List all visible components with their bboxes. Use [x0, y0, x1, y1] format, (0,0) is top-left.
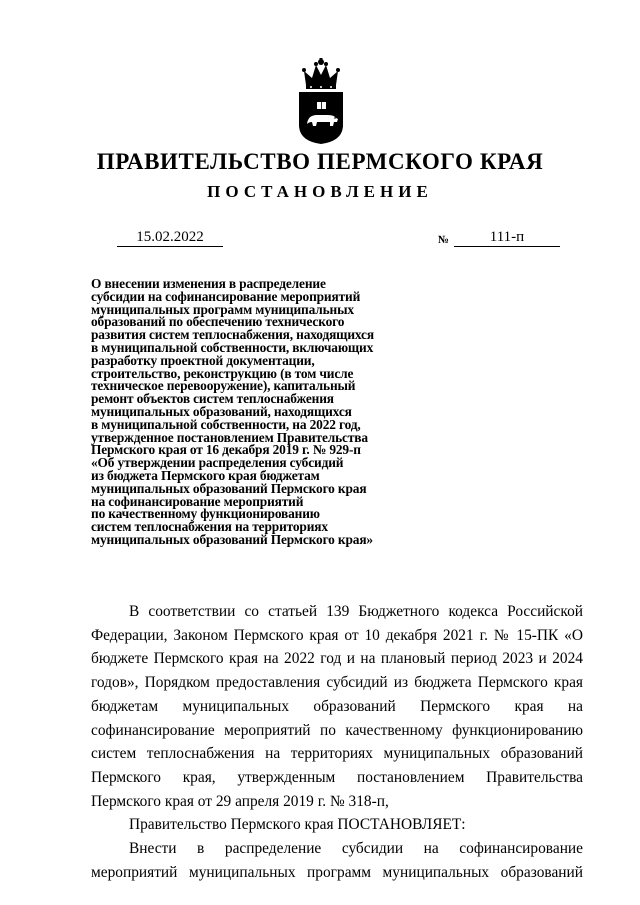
subject-line: Пермского края от 16 декабря 2019 г. № 929-п — [91, 442, 361, 458]
subject-line: «Об утверждении распределения субсидий — [91, 455, 344, 471]
subject-line: муниципальных образований Пермского края» — [91, 531, 373, 547]
subject-line: на софинансирование мероприятий — [91, 493, 304, 509]
subject-line: техническое перевооружение), капитальный — [91, 378, 356, 394]
subject-line: из бюджета Пермского края бюджетам — [91, 467, 320, 483]
subject-line: О внесении изменения в распределение — [91, 276, 326, 291]
number-sign: № — [438, 234, 450, 246]
subject-line: муниципальных образований Пермского края — [91, 480, 367, 496]
document-type: ПОСТАНОВЛЕНИЕ — [207, 182, 433, 201]
document-number: 111-п — [454, 228, 560, 247]
subject-line: развития систем теплоснабжения, находящихся — [91, 327, 374, 343]
subject-line: муниципальных образований, находящихся — [91, 403, 352, 419]
document-body — [91, 600, 583, 884]
body-paragraph: Внести в распределение субсидии на софинансирование мероприятий муниципальных программ муниципальных образований — [91, 840, 583, 881]
subject-line: образований по обеспечению технического — [91, 314, 345, 330]
subject-line: строительство, реконструкцию (в том числе — [91, 365, 354, 381]
subject-line: по качественному функционированию — [91, 506, 320, 522]
subject-line: ремонт объектов систем теплоснабжения — [91, 391, 334, 407]
document-date: 15.02.2022 — [117, 228, 223, 247]
subject-line: муниципальных программ муниципальных — [91, 301, 354, 317]
perm-krai-coat-of-arms — [290, 55, 352, 145]
body-paragraph: Правительство Пермского края ПОСТАНОВЛЯЕТ: — [129, 816, 466, 834]
subject-line: в муниципальной собственности, на 2022 год, — [91, 416, 361, 432]
subject-line: в муниципальной собственности, включающих — [91, 339, 374, 355]
government-title: ПРАВИТЕЛЬСТВО ПЕРМСКОГО КРАЯ — [96, 149, 544, 174]
body-paragraph: В соответствии со статьей 139 Бюджетного кодекса Российской Федерации, Законом Пермского края от 10 декабря 2021 г. № 15-ПК «О бюджете Пермского края на 2022 год и на плановый период 2023 и 2024 годов», Порядком предоставления субсидий из бюджета Пермского края бюджетам муниципальных образований Пермского края на софинансирование мероприятий по качественному функционированию систем теплоснабжения на территориях муниципальных образований Пермского края, утвержденным постановлением Правительства Пермского края от 29 апреля 2019 г. № 318-п, — [91, 603, 583, 810]
document-subject — [91, 278, 436, 547]
subject-line: утвержденное постановлением Правительства — [91, 429, 368, 445]
subject-line: разработку проектной документации, — [91, 352, 315, 368]
subject-line: субсидии на софинансирование мероприятий — [91, 288, 361, 304]
subject-line: систем теплоснабжения на территориях — [91, 519, 328, 535]
